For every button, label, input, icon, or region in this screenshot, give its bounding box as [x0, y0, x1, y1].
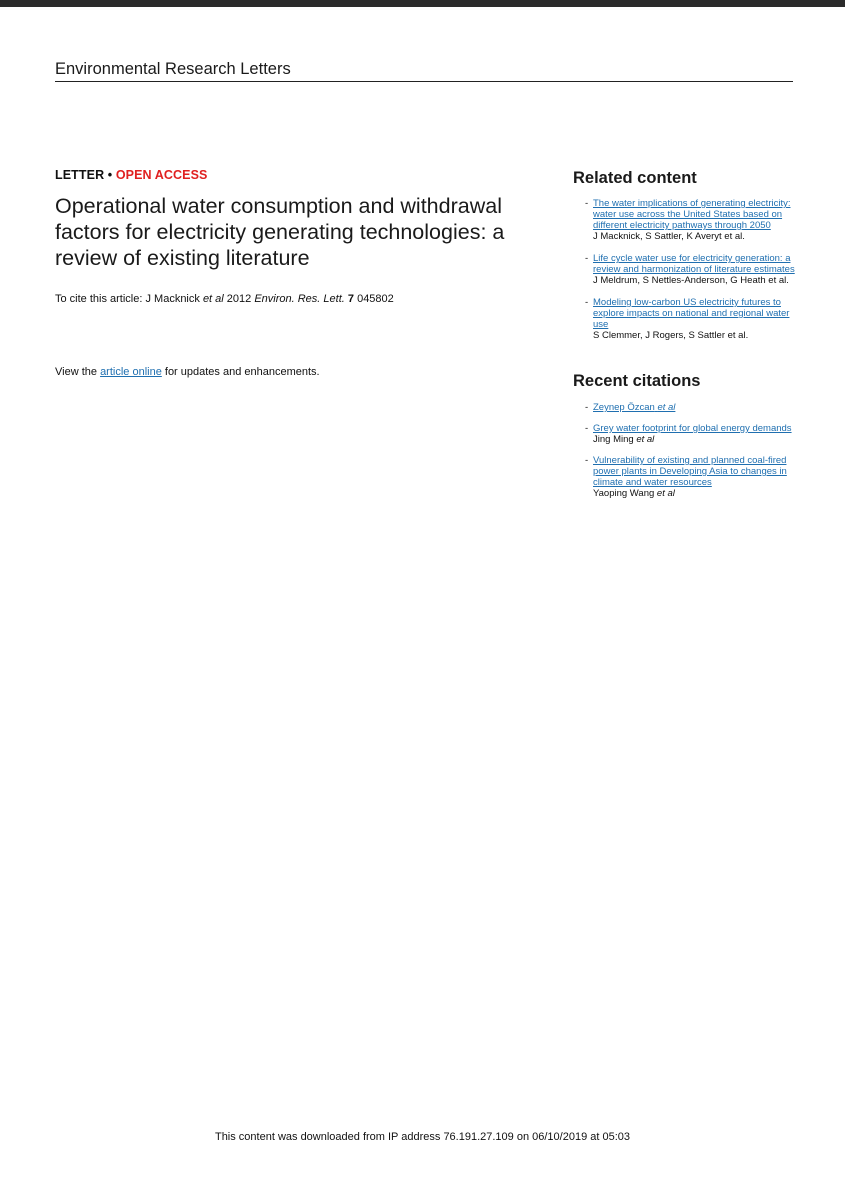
list-dash: - [585, 253, 589, 264]
related-authors: S Clemmer, J Rogers, S Sattler et al. [593, 330, 749, 341]
type-separator: • [104, 168, 116, 182]
citation-item [585, 423, 795, 445]
article-type-label: LETTER [55, 168, 105, 182]
cite-journal: Environ. Res. Lett. [254, 293, 345, 305]
related-link[interactable]: Life cycle water use for electricity generation: a review and harmonization of literature estimates [593, 253, 795, 275]
citation-line [55, 292, 540, 306]
article-info [55, 168, 540, 378]
citation-link-name: Zeynep Özcan [593, 402, 655, 413]
citation-link[interactable]: Vulnerability of existing and planned coal-fired power plants in Developing Asia to changes in climate and water resources [593, 455, 787, 488]
article-type-line [55, 168, 540, 182]
article-online-link[interactable]: article online [100, 366, 162, 378]
citation-etal: et al [636, 434, 655, 445]
citation-etal: et al [656, 488, 675, 499]
related-item [585, 253, 795, 286]
open-access-label: OPEN ACCESS [115, 168, 208, 182]
related-item [585, 297, 795, 341]
citation-author: Yaoping Wang [593, 488, 655, 499]
list-dash: - [585, 297, 589, 308]
cite-year: 2012 [223, 293, 255, 305]
journal-header [55, 60, 793, 82]
cite-volume: 7 [347, 293, 355, 305]
list-dash: - [585, 402, 589, 413]
view-online-line [55, 365, 320, 379]
citation-link[interactable]: Grey water footprint for global energy demands [593, 423, 792, 434]
recent-citations-list [573, 402, 795, 499]
citation-author-line [593, 488, 795, 499]
cite-prefix: To cite this article: J Macknick [55, 293, 203, 305]
view-suffix: for updates and enhancements. [161, 366, 320, 378]
article-title: Operational water consumption and withdrawal factors for electricity generating technologies: a review of existing literature [55, 194, 505, 270]
related-link[interactable]: Modeling low-carbon US electricity futures to explore impacts on national and regional water use [593, 297, 790, 330]
top-bar [0, 0, 845, 7]
related-link[interactable]: The water implications of generating electricity: water use across the United States based on different electricity pathways through 2050 [593, 198, 791, 231]
cite-etal: et al [202, 293, 224, 305]
citation-author-line [593, 434, 795, 445]
related-item [585, 198, 795, 242]
citation-author: Jing Ming [593, 434, 634, 445]
view-prefix: View the [55, 366, 101, 378]
cite-article-number: 045802 [354, 293, 394, 305]
sidebar [573, 168, 795, 509]
citation-link-etal: et al [657, 402, 676, 413]
download-notice: This content was downloaded from IP address 76.191.27.109 on 06/10/2019 at 05:03 [214, 1131, 631, 1143]
list-dash: - [585, 198, 589, 209]
recent-citations-heading: Recent citations [573, 372, 701, 390]
related-content-heading: Related content [573, 169, 697, 187]
list-dash: - [585, 455, 589, 466]
related-content-list [573, 198, 795, 341]
citation-link[interactable] [593, 402, 795, 413]
citation-item [585, 402, 795, 413]
related-authors: J Meldrum, S Nettles-Anderson, G Heath et al. [593, 275, 789, 286]
citation-item [585, 455, 795, 499]
journal-name: Environmental Research Letters [55, 60, 291, 78]
list-dash: - [585, 423, 589, 434]
related-authors: J Macknick, S Sattler, K Averyt et al. [593, 231, 745, 242]
